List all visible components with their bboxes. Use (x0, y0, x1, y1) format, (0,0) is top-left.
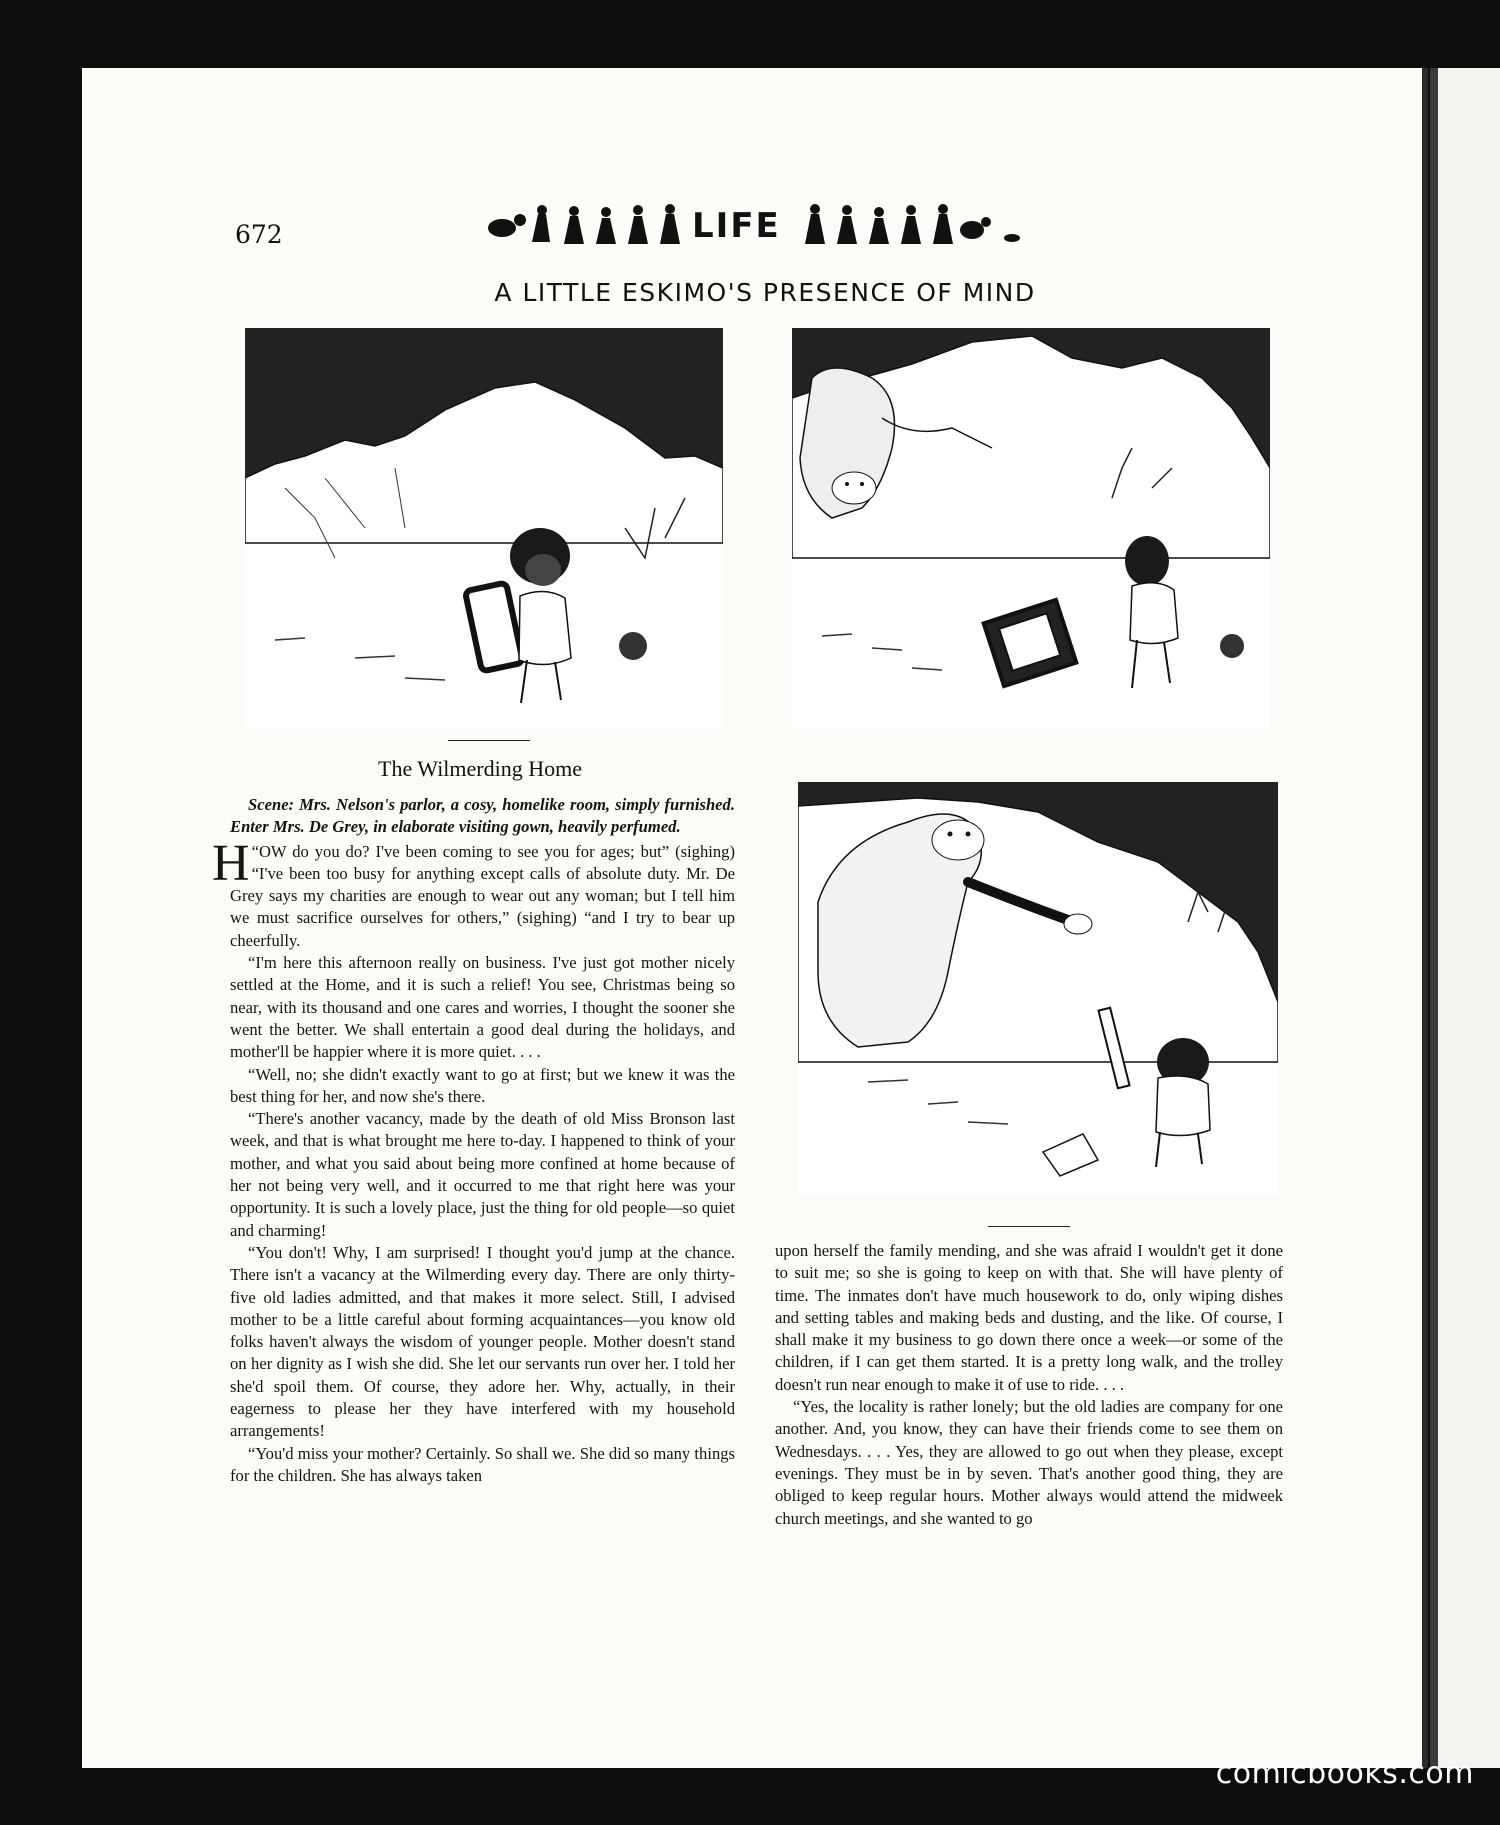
drop-cap: H (212, 834, 250, 892)
story-column-left (212, 794, 735, 1487)
story-paragraph (212, 834, 735, 952)
cartoon-panel-2 (792, 328, 1270, 728)
watermark: comicbooks.com (1215, 1756, 1474, 1791)
feature-title: A LITTLE ESKIMO'S PRESENCE OF MIND (494, 278, 1036, 307)
bear-rearing-illustration (798, 782, 1278, 1194)
story-title: The Wilmerding Home (378, 756, 582, 781)
story-paragraph: upon herself the family mending, and she was afraid I wouldn't get it done to suit me; so she is going to keep on with that. She will have plenty of time. The inmates don't have much housework to do, only wiping dishes and setting tables and making beds and dusting, and the like. Of course, I shall make it my business to go down there once a week—or some of the children, if I can get them started. It is a pretty long walk, and the trolley doesn't run near enough to make it of use to ride. . . . (775, 1241, 1283, 1394)
story-paragraph: “You'd miss your mother? Certainly. So shall we. She did so many things for the children. She has always taken (230, 1443, 735, 1485)
life-masthead (480, 200, 1040, 256)
story-paragraph: “Well, no; she didn't exactly want to go at first; but we knew it was the best thing for her, and now she's there. (230, 1064, 735, 1106)
cartoon-panel-3 (798, 782, 1278, 1194)
bear-appears-illustration (792, 328, 1270, 728)
open-quote: “ (251, 841, 259, 861)
scene-direction: Scene: Mrs. Nelson's parlor, a cosy, homelike room, simply furnished. Enter Mrs. De Grey, in elaborate visiting gown, heavily perfumed. (230, 795, 735, 837)
cartoon-panel-1 (245, 328, 723, 728)
page-number: 672 (235, 220, 283, 249)
facing-page (1438, 68, 1500, 1768)
panel-divider-right (988, 1226, 1070, 1227)
story-column-right (775, 1240, 1283, 1530)
story-paragraph: “There's another vacancy, made by the death of old Miss Bronson last week, and that is what brought me here to-day. I happened to think of your mother, and what you said about being more confined at home because of her not being very well, and it occurred to me that right here was your opportunity. It is such a lovely place, just the thing for old people—so quiet and charming! (230, 1109, 735, 1240)
story-paragraph: “Yes, the locality is rather lonely; but the old ladies are company for one another. And, you know, they can have their friends come to see them on Wednesdays. . . . Yes, they are allowed to go out when they please, except evenings. They must be in by seven. That's another good thing, they are obliged to keep regular hours. Mother always would attend the midweek church meetings, and she wanted to go (775, 1397, 1283, 1528)
paragraph-text: OW do you do? I've been coming to see you for ages; but” (sighing) “I've been too busy for anything except calls of absolute duty. Mr. De Grey says my charities are enough to wear out any woman; but I tell him we must sacrifice ourselves for others,” (sighing) “and I try to bear up cheerfully. (230, 841, 735, 950)
facing-page-edge (1430, 68, 1438, 1768)
masthead-title: LIFE (692, 206, 781, 246)
story-paragraph: “You don't! Why, I am surprised! I thought you'd jump at the chance. There isn't a vacancy at the Wilmerding every day. There are only thirty-five old ladies admitted, and that makes it more select. Still, I advised mother to be a little careful about forming acquaintances—you know old folks haven't always the wisdom of younger people. Mother doesn't stand on her dignity as I wish she did. She let our servants run over her. I told her she'd spoil them. Of course, they adore her. Why, actually, in their eagerness to please her they have interfered with my household arrangements! (230, 1242, 735, 1441)
panel-divider-left (448, 740, 530, 741)
eskimo-child-illustration (245, 328, 723, 728)
story-paragraph: “I'm here this afternoon really on business. I've just got mother nicely settled at the Home, and it is such a relief! You see, Christmas being so near, with its thousand and one cares and worries, I thought the sooner she went the better. We shall entertain a good deal during the holidays, and mother'll be happier where it is more quiet. . . . (230, 953, 735, 1062)
